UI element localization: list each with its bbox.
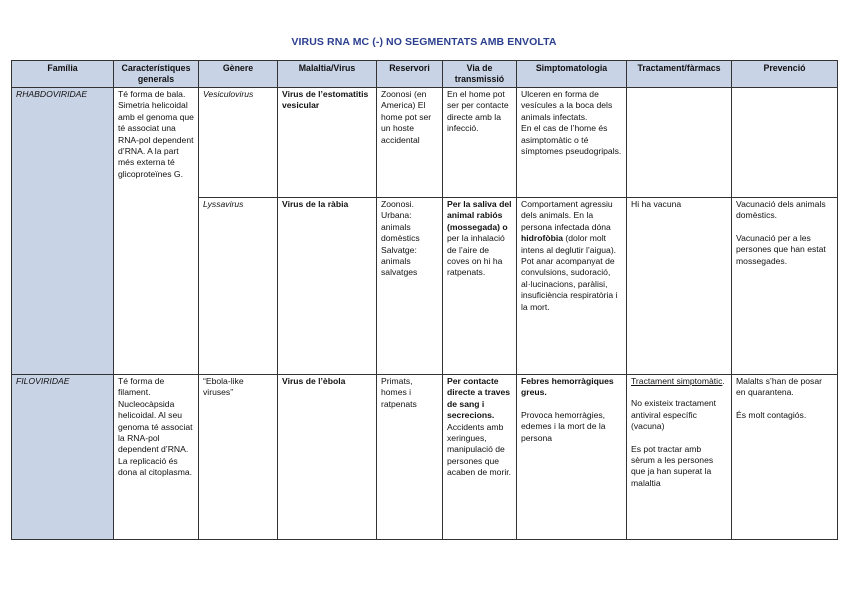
filo-tract-2: No existeix tractament antiviral específic (vacuna) (631, 398, 717, 432)
filo-tract-3: Es pot tractar amb sèrum a les persones que ja han superat la malaltia (631, 443, 714, 488)
cell-lyssa-tractament: Hi ha vacuna (627, 198, 732, 375)
cell-filo-reservori: Primats, homes i ratpenats (377, 375, 443, 540)
page-title: VIRUS RNA MC (-) NO SEGMENTATS AMB ENVOLTA (291, 36, 557, 48)
cell-lyssa-reservori: Zoonosi. Urbana: animals domèstics Salvatge: animals salvatges (377, 198, 443, 375)
cell-filo-simptomatologia (517, 375, 627, 540)
family-filoviridae: FILOVIRIDAE (12, 375, 114, 540)
filo-simpt-2: Provoca hemorràgies, edemes i la mort de la persona (521, 409, 606, 443)
virus-table (11, 60, 838, 540)
cell-vesiculo-malaltia: Virus de l’estomatitis vesicular (278, 88, 377, 198)
header-genere: Gènere (199, 61, 278, 88)
lyssa-simpt-bold: hidrofòbia (521, 233, 564, 244)
cell-vesiculo-via: En el home pot ser per contacte directe amb la infecció. (443, 88, 517, 198)
cell-filo-malaltia: Virus de l’èbola (278, 375, 377, 540)
cell-lyssa-simptomatologia (517, 198, 627, 375)
cell-vesiculo-tractament (627, 88, 732, 198)
header-row (12, 61, 838, 88)
cell-vesiculo-genere: Vesiculovirus (199, 88, 278, 198)
cell-lyssa-malaltia: Virus de la ràbia (278, 198, 377, 375)
filo-prev-2: És molt contagiós. (736, 409, 807, 420)
cell-vesiculo-prevencio (732, 88, 838, 198)
cell-filo-caracteristiques: Té forma de filament. Nucleocàpsida helicoidal. Al seu genoma té associat la RNA-pol dependent d’RNA. La replicació és dona al citoplasma. (114, 375, 199, 540)
cell-lyssa-prevencio (732, 198, 838, 375)
family-rhabdoviridae: RHABDOVIRIDAE (12, 88, 114, 375)
lyssa-simpt-2: (dolor molt intens al deglutir l’aigua). Pot anar acompanyat de convulsions, sudoració, al·lucinacions, paràlisi, insuficiència respiratòria i la mort. (521, 233, 618, 312)
lyssa-prev-1: Vacunació dels animals domèstics. (736, 199, 826, 221)
cell-filo-tractament (627, 375, 732, 540)
vesiculo-simpt-2: En el cas de l’home és asimptomàtic o té símptomes pseudogripals. (521, 123, 622, 157)
filo-tract-1 (631, 376, 727, 387)
filo-via-bold: Per contacte directe a traves de sang i secrecions. (447, 376, 511, 421)
filo-prev-1: Malalts s’han de posar en quarantena. (736, 376, 822, 398)
cell-lyssa-genere: Lyssavirus (199, 198, 278, 375)
cell-filo-via (443, 375, 517, 540)
header-malaltia: Malaltia/Virus (278, 61, 377, 88)
filo-via-rest: Accidents amb xeringues, manipulació de persones que acaben de morir. (447, 421, 512, 478)
header-reservori: Reservori (377, 61, 443, 88)
header-prevencio: Prevenció (732, 61, 838, 88)
cell-lyssa-via (443, 198, 517, 375)
cell-vesiculo-reservori: Zoonosi (en America) El home pot ser un hoste accidental (377, 88, 443, 198)
lyssa-prev-2: Vacunació per a les persones que han estat mossegades. (736, 232, 826, 266)
lyssa-via-bold: Per la saliva del animal rabiós (mossegada) o (447, 199, 512, 232)
header-familia: Família (12, 61, 114, 88)
filo-tract-underline: Tractament simptomàtic (631, 376, 723, 386)
header-via: Via de transmissió (443, 61, 517, 88)
vesiculo-simpt-1: Ulceren en forma de vesícules a la boca dels animals infectats. (521, 89, 613, 122)
filo-simpt-bold: Febres hemorràgiques greus. (521, 376, 614, 398)
cell-filo-prevencio (732, 375, 838, 540)
header-tractament: Tractament/fàrmacs (627, 61, 732, 88)
filo-tract-period: . (722, 376, 725, 386)
cell-vesiculo-simptomatologia (517, 88, 627, 198)
cell-rhabdo-caracteristiques: Té forma de bala. Simetria helicoidal amb el genoma que té associat una RNA-pol dependent d’RNA. A la part més externa té glicoproteïnes G. (114, 88, 199, 375)
table-row (12, 88, 838, 198)
lyssa-simpt-1: Comportament agressiu dels animals. En la persona infectada dóna (521, 199, 613, 232)
table-row (12, 375, 838, 540)
header-caracteristiques: Característiques generals (114, 61, 199, 88)
cell-filo-genere: “Ebola-like viruses” (199, 375, 278, 540)
lyssa-via-rest: per la inhalació de l’aire de coves on hi ha ratpenats. (447, 233, 505, 278)
header-simptomatologia: Simptomatologia (517, 61, 627, 88)
